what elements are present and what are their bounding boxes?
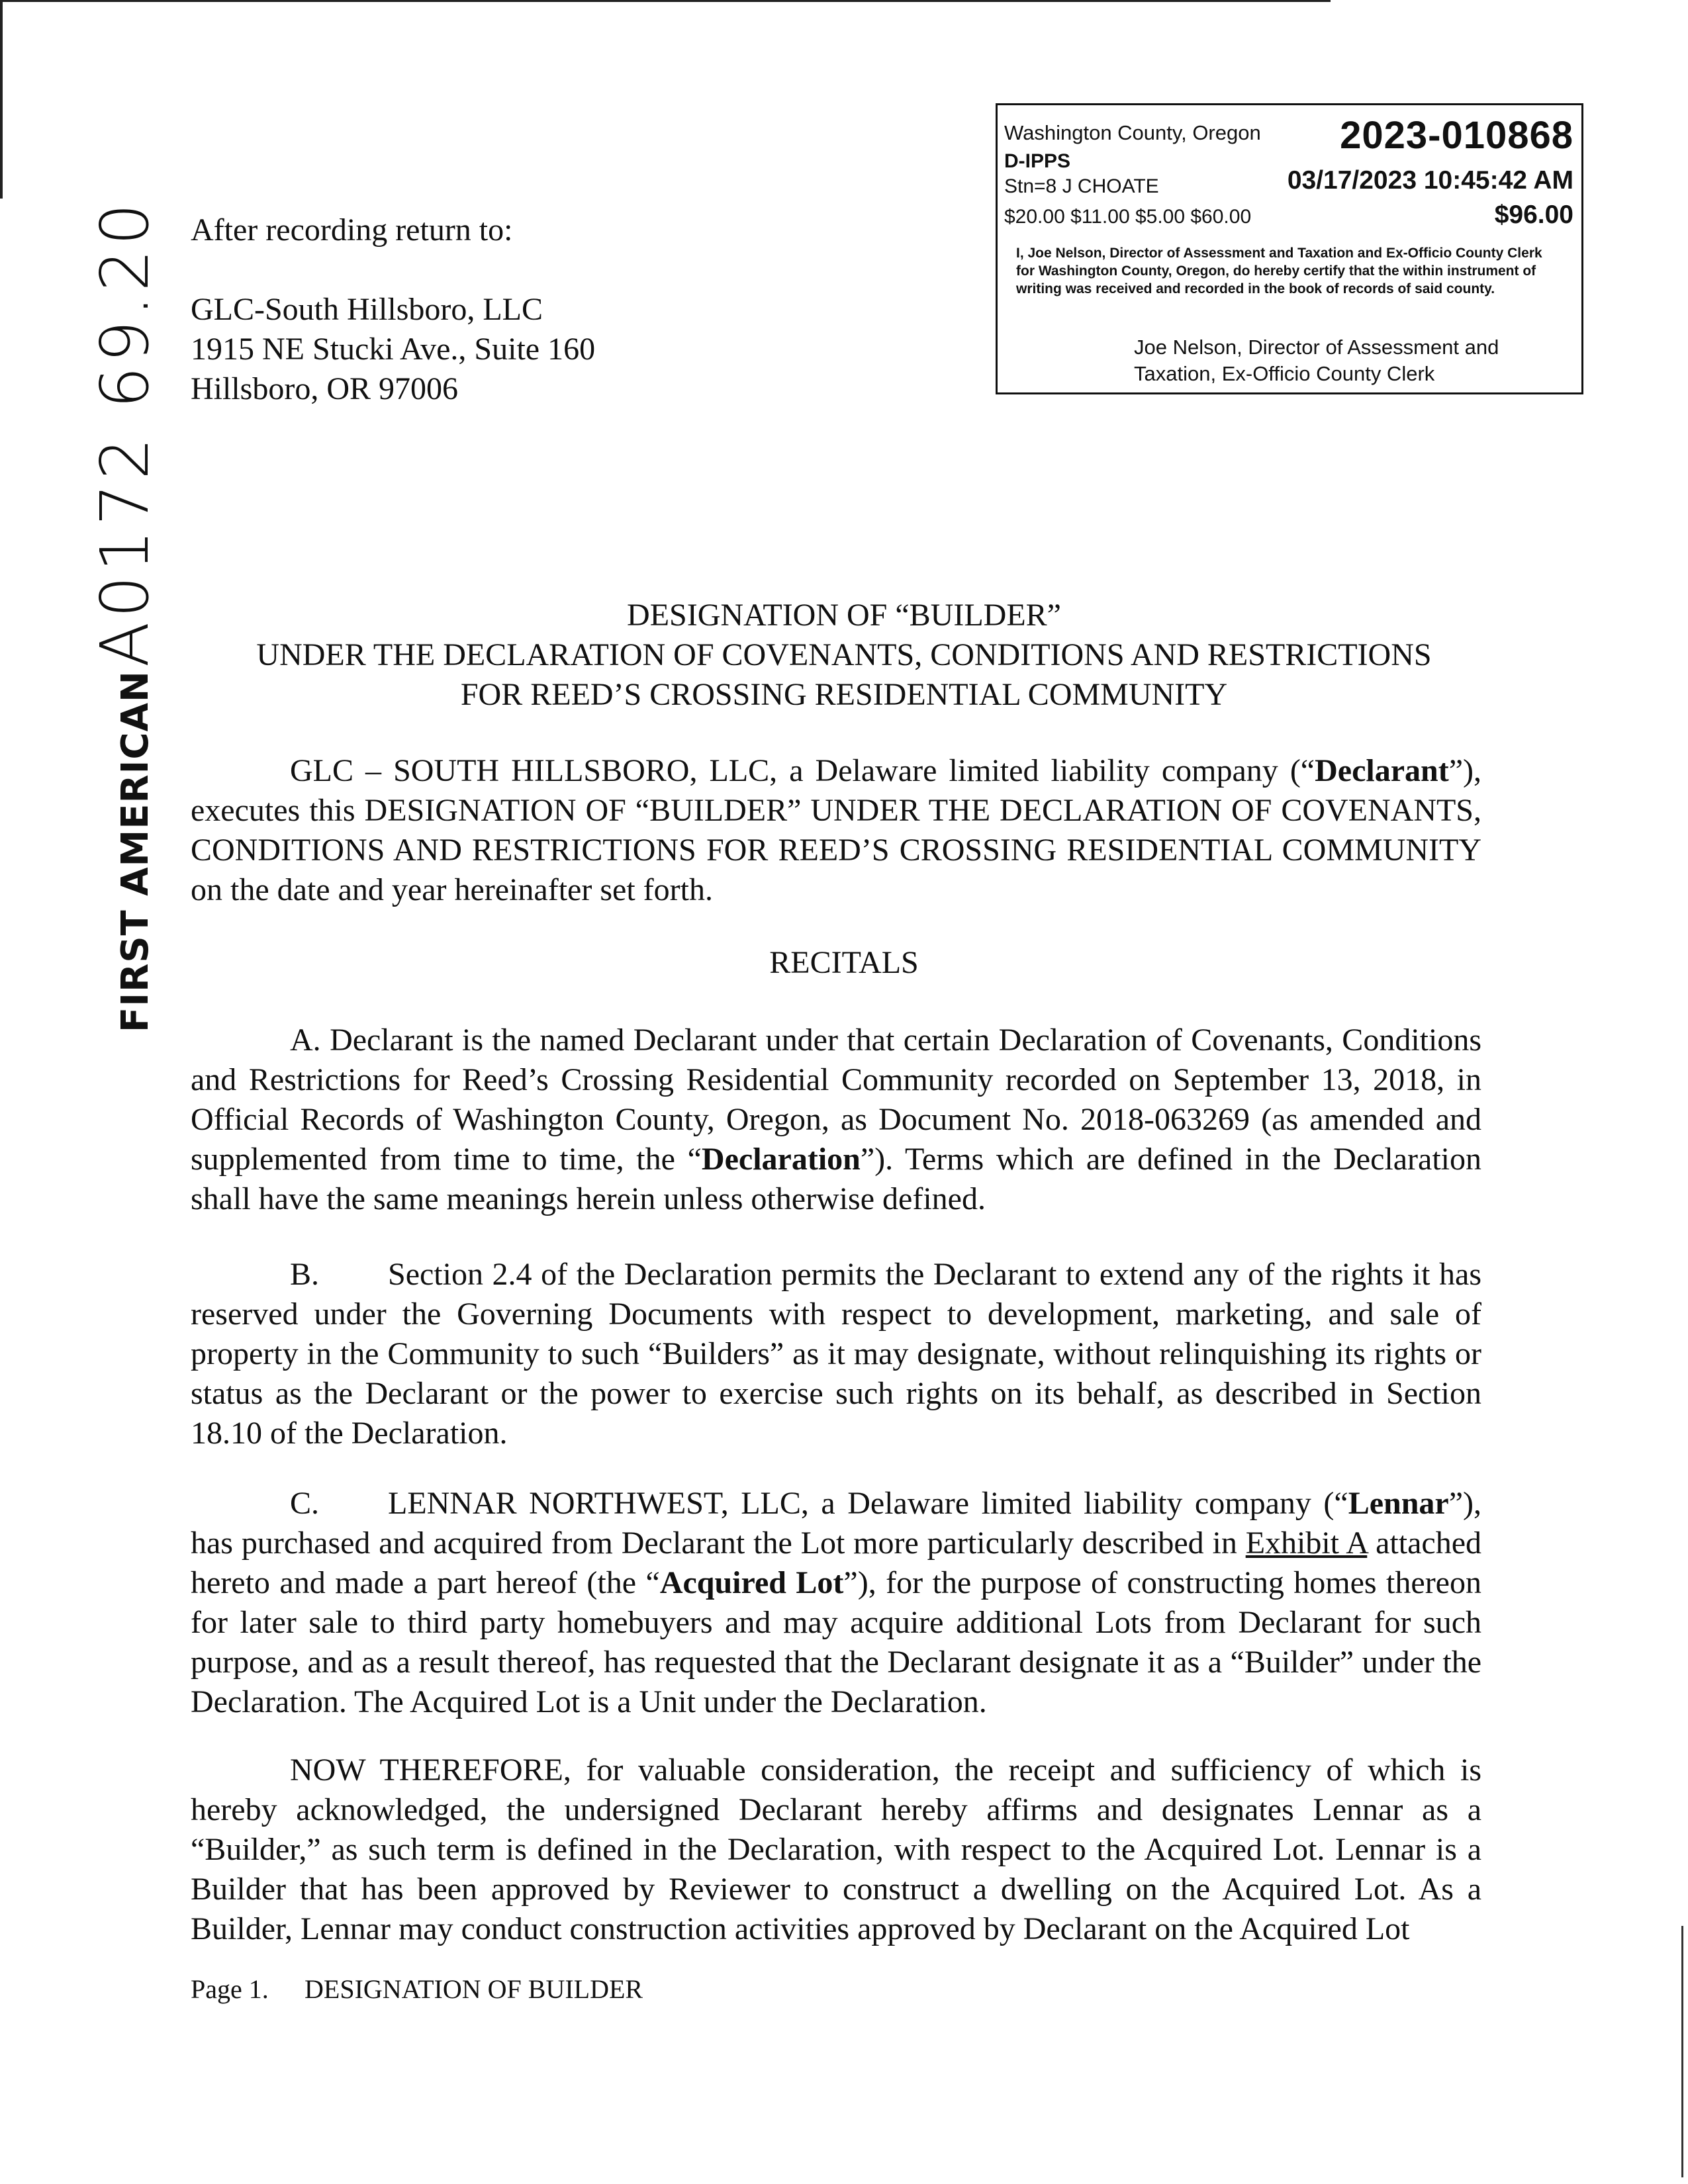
page-number: Page 1. xyxy=(191,1974,269,2004)
stamp-certification: I, Joe Nelson, Director of Assessment and Taxation and Ex-Officio County Clerk for Washington County, Oregon, do hereby certify that the within instrument of writing was received and recorded in the book of records of said county. xyxy=(1016,246,1542,296)
recital-b-label: B. xyxy=(290,1257,320,1292)
stamp-document-number: 2023-010868 xyxy=(1340,114,1573,157)
stamp-datetime: 03/17/2023 10:45:42 AM xyxy=(1287,166,1573,195)
return-city: Hillsboro, OR 97006 xyxy=(191,371,459,406)
stamp-fees: $20.00 $11.00 $5.00 $60.00 xyxy=(1004,206,1252,228)
intro-text-2: ”), executes this DESIGNATION OF “BUILDER” UNDER THE DECLARATION OF COVENANTS, CONDITIONS AND RESTRICTIONS FOR REED’S CROSSING RESIDENTIAL COMMUNITY on the date and year hereinafter set forth. xyxy=(191,753,1481,907)
stamp-station: Stn=8 J CHOATE xyxy=(1004,175,1159,197)
return-address xyxy=(191,210,786,409)
defined-term-acquired-lot: Acquired Lot xyxy=(659,1565,844,1600)
title-line-1: DESIGNATION OF “BUILDER” xyxy=(627,598,1061,633)
recital-a-text-2: ”). Terms which are defined in the Declaration shall have the same meanings herein unless otherwise defined. xyxy=(191,1142,1482,1216)
intro-text-1: GLC – SOUTH HILLSBORO, LLC, a Delaware limited liability company (“ xyxy=(290,753,1315,788)
defined-term-declarant: Declarant xyxy=(1315,753,1449,788)
scan-border-right xyxy=(1681,1926,1683,2177)
recital-c-text-3: attached hereto and made a part hereof (the “ xyxy=(191,1525,1482,1600)
recital-c xyxy=(191,1484,1481,1722)
recital-a-label: A. xyxy=(290,1023,321,1058)
return-name: GLC-South Hillsboro, LLC xyxy=(191,292,543,327)
recital-b-text: Section 2.4 of the Declaration permits the Declarant to extend any of the rights it has reserved under the Governing Documents with respect to development, marketing, and sale of property in the Community to such “Builders” as it may designate, without relinquishing its rights or status as the Declarant or the power to exercise such rights on its behalf, as described in Section 18.10 of the Declaration. xyxy=(191,1257,1481,1451)
recital-c-text-1: LENNAR NORTHWEST, LLC, a Delaware limited liability company (“ xyxy=(388,1486,1348,1521)
scan-border-top xyxy=(0,0,1331,2)
document-title xyxy=(0,596,1688,715)
recital-a xyxy=(191,1021,1481,1219)
stamp-total: $96.00 xyxy=(1494,201,1573,229)
intro-paragraph xyxy=(191,751,1481,910)
handwritten-order-number: A0172 69.20 xyxy=(86,199,164,668)
defined-term-declaration: Declaration xyxy=(701,1142,861,1177)
defined-term-lennar: Lennar xyxy=(1348,1486,1449,1521)
recital-c-text-4: ”), for the purpose of constructing homes thereon for later sale to third party homebuyers and may acquire additional Lots from Declarant for such purpose, and as a result thereof, has requested that the Declarant designate it as a “Builder” under the Declaration. The Acquired Lot is a Unit under the Declaration. xyxy=(191,1565,1481,1719)
title-line-2: UNDER THE DECLARATION OF COVENANTS, CONDITIONS AND RESTRICTIONS xyxy=(256,637,1432,672)
recital-a-text-1: Declarant is the named Declarant under that certain Declaration of Covenants, Conditions and Restrictions for Reed’s Crossing Residential Community recorded on September 13, 2018, in Official Records of Washington County, Oregon, as Document No. 2018-063269 (as amended and supplemented from time to time, the “ xyxy=(191,1023,1482,1177)
stamp-signature: Joe Nelson, Director of Assessment and Taxation, Ex-Officio County Clerk xyxy=(1134,336,1499,385)
exhibit-a-reference: Exhibit A xyxy=(1245,1525,1368,1561)
now-therefore-text: NOW THEREFORE, for valuable consideration, the receipt and sufficiency of which is hereby acknowledged, the undersigned Declarant hereby affirms and designates Lennar as a “Builder,” as such term is defined in the Declaration, with respect to the Acquired Lot. Lennar is a Builder that has been approved by Reviewer to construct a dwelling on the Acquired Lot. As a Builder, Lennar may conduct construction activities approved by Declarant on the Acquired Lot xyxy=(191,1752,1481,1946)
recital-b xyxy=(191,1255,1481,1453)
page-footer xyxy=(191,1974,643,2005)
return-street: 1915 NE Stucki Ave., Suite 160 xyxy=(191,332,596,367)
recital-c-label: C. xyxy=(290,1486,320,1521)
title-company-stamp: FIRST AMERICAN xyxy=(114,670,157,1032)
title-line-3: FOR REED’S CROSSING RESIDENTIAL COMMUNITY xyxy=(460,677,1228,712)
footer-label: DESIGNATION OF BUILDER xyxy=(305,1974,643,2004)
recording-stamp xyxy=(996,103,1583,394)
scan-border-left xyxy=(0,0,3,199)
recital-c-text-2: ”), has purchased and acquired from Declarant the Lot more particularly described in xyxy=(191,1486,1481,1561)
recitals-heading: RECITALS xyxy=(769,945,919,980)
now-therefore-paragraph xyxy=(191,1751,1481,1949)
stamp-county: Washington County, Oregon xyxy=(1004,121,1261,144)
return-heading: After recording return to: xyxy=(191,212,513,248)
stamp-type-code: D-IPPS xyxy=(1004,150,1071,172)
